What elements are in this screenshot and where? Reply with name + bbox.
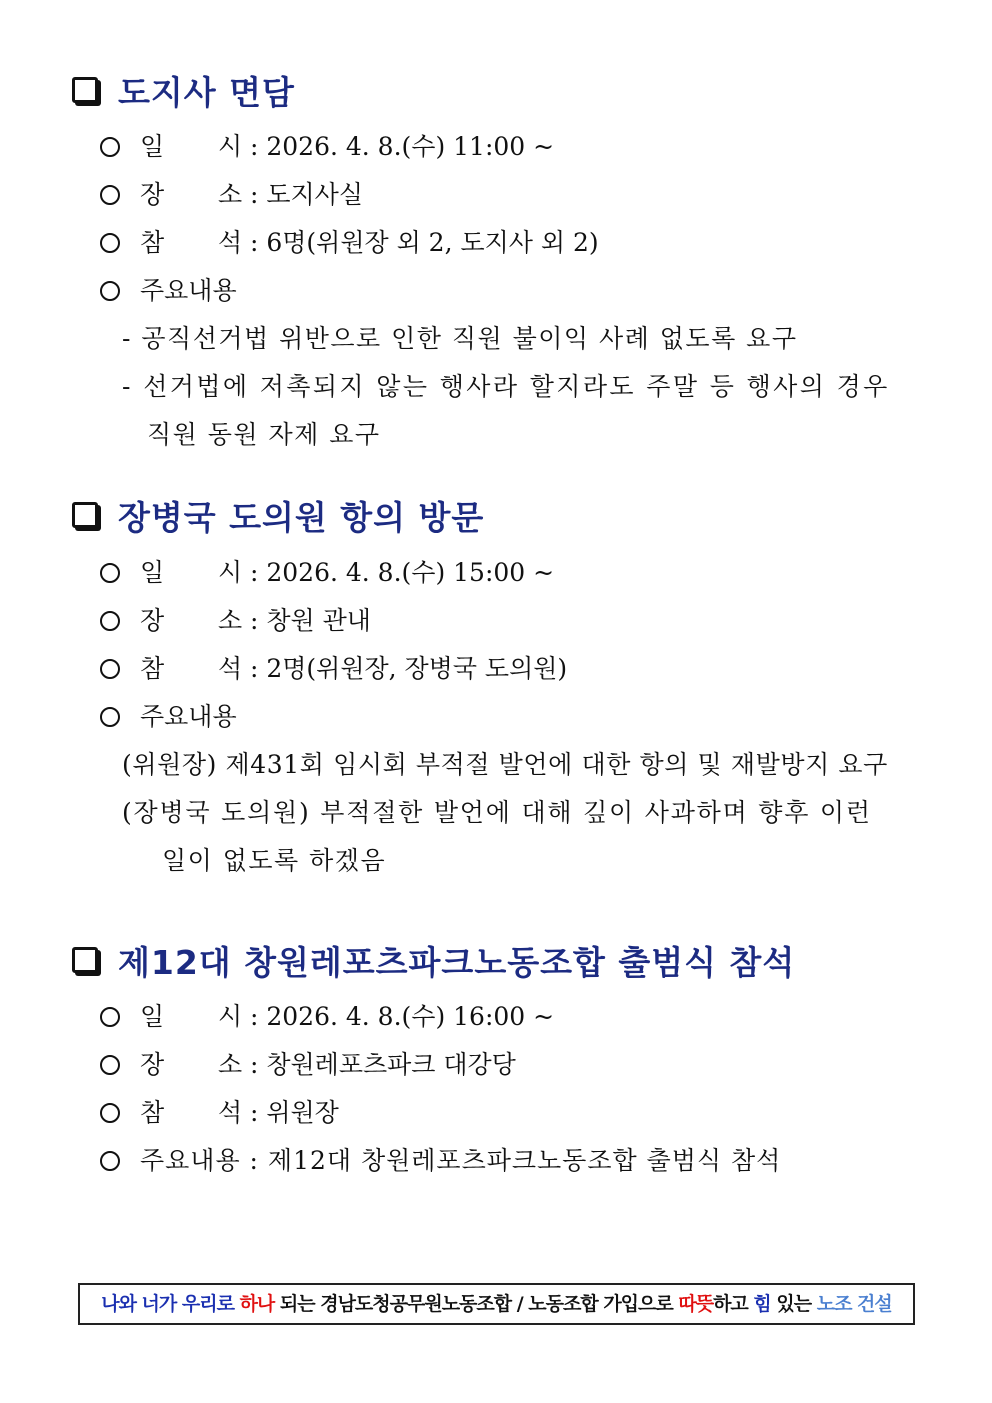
checkbox-square-icon bbox=[72, 502, 98, 528]
slogan-part: 나와 너가 우리로 bbox=[101, 1293, 240, 1315]
detail-line: (장병국 도의원) 부적절한 발언에 대해 깊이 사과하며 향후 이런 bbox=[122, 798, 872, 827]
slogan-highlight-red: 하나 bbox=[239, 1293, 275, 1315]
slogan-highlight-red: 따뜻 bbox=[678, 1293, 714, 1315]
circle-bullet-icon bbox=[100, 1151, 120, 1171]
section-1-heading bbox=[72, 70, 295, 110]
info-line-content: 주요내용 bbox=[100, 274, 237, 308]
circle-bullet-icon bbox=[100, 563, 120, 583]
detail-line: 일이 없도록 하겠음 bbox=[162, 846, 387, 875]
checkbox-square-icon bbox=[72, 947, 98, 973]
detail-line: (위원장) 제431회 임시회 부적절 발언에 대한 항의 및 재발방지 요구 bbox=[122, 750, 888, 779]
slogan-highlight-lightblue: 노조 건설 bbox=[816, 1293, 892, 1315]
section-2-heading bbox=[72, 495, 484, 535]
section-3-heading bbox=[72, 940, 795, 980]
info-line-place: 장 소 : 도지사실 bbox=[100, 178, 363, 212]
info-line-place: 장 소 : 창원 관내 bbox=[100, 604, 371, 638]
circle-bullet-icon bbox=[100, 137, 120, 157]
info-line-attendees: 참 석 : 2명(위원장, 장병국 도의원) bbox=[100, 652, 567, 686]
footer-slogan bbox=[78, 1283, 915, 1325]
info-line-attendees: 참 석 : 6명(위원장 외 2, 도지사 외 2) bbox=[100, 226, 599, 260]
checkbox-square-icon bbox=[72, 77, 98, 103]
info-line-place: 장 소 : 창원레포츠파크 대강당 bbox=[100, 1048, 516, 1082]
circle-bullet-icon bbox=[100, 1007, 120, 1027]
circle-bullet-icon bbox=[100, 233, 120, 253]
info-line-content: 주요내용 bbox=[100, 700, 237, 734]
slogan-part: 하고 bbox=[713, 1293, 754, 1315]
info-line-date: 일 시 : 2026. 4. 8.(수) 15:00 ~ bbox=[100, 556, 554, 590]
circle-bullet-icon bbox=[100, 281, 120, 301]
detail-line: 직원 동원 자제 요구 bbox=[147, 420, 381, 449]
slogan-part: 있는 bbox=[770, 1293, 817, 1315]
info-line-content: 주요내용 : 제12대 창원레포츠파크노동조합 출범식 참석 bbox=[100, 1144, 781, 1178]
info-line-attendees: 참 석 : 위원장 bbox=[100, 1096, 339, 1130]
detail-line: - 공직선거법 위반으로 인한 직원 불이익 사례 없도록 요구 bbox=[122, 324, 798, 353]
circle-bullet-icon bbox=[100, 659, 120, 679]
circle-bullet-icon bbox=[100, 1103, 120, 1123]
circle-bullet-icon bbox=[100, 1055, 120, 1075]
info-line-date: 일 시 : 2026. 4. 8.(수) 11:00 ~ bbox=[100, 130, 554, 164]
slogan-part: 되는 경남도청공무원노동조합 / 노동조합 가입으로 bbox=[274, 1293, 679, 1315]
section-title: 제12대 창원레포츠파크노동조합 출범식 참석 bbox=[118, 942, 796, 982]
section-title: 도지사 면담 bbox=[118, 72, 295, 112]
circle-bullet-icon bbox=[100, 611, 120, 631]
info-line-date: 일 시 : 2026. 4. 8.(수) 16:00 ~ bbox=[100, 1000, 554, 1034]
section-title: 장병국 도의원 항의 방문 bbox=[118, 497, 485, 537]
circle-bullet-icon bbox=[100, 185, 120, 205]
slogan-highlight-blue: 힘 bbox=[753, 1293, 771, 1315]
detail-line: - 선거법에 저촉되지 않는 행사라 할지라도 주말 등 행사의 경우 bbox=[122, 372, 890, 401]
circle-bullet-icon bbox=[100, 707, 120, 727]
